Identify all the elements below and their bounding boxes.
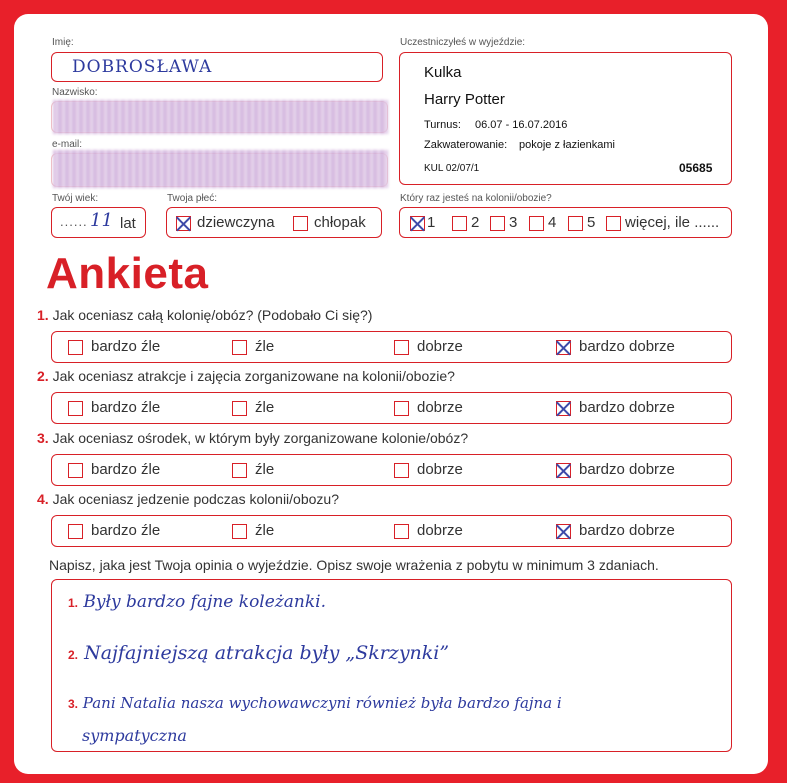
plec-chlopak-checkbox[interactable]: [293, 216, 308, 231]
question-3-option-1-checkbox[interactable]: [68, 463, 83, 478]
opinion-line-1-text: Były bardzo fajne koleżanki.: [83, 592, 326, 612]
opinion-box[interactable]: [51, 579, 732, 752]
question-4-number: 4.: [37, 491, 49, 507]
imie-field[interactable]: [51, 52, 383, 82]
question-1-option-1-checkbox[interactable]: [68, 340, 83, 355]
question-2-option-4[interactable]: [556, 399, 675, 416]
visit-5-checkbox[interactable]: [568, 216, 583, 231]
question-4-option-4[interactable]: [556, 522, 675, 539]
question-4-option-3-label: dobrze: [417, 522, 463, 539]
trip-label: Uczestniczyłeś w wyjeździe:: [400, 37, 526, 48]
question-2-option-4-label: bardzo dobrze: [579, 399, 675, 416]
nazwisko-label: Nazwisko:: [52, 87, 98, 98]
visits-label: Który raz jesteś na kolonii/obozie?: [400, 193, 552, 204]
trip-number: 05685: [679, 161, 713, 175]
question-4-answers: [51, 515, 732, 547]
turnus-value: 06.07 - 16.07.2016: [475, 119, 568, 131]
question-3-option-3[interactable]: [394, 461, 463, 478]
question-1: [37, 307, 372, 323]
question-1-option-4-label: bardzo dobrze: [579, 338, 675, 355]
opinion-line-3-text: Pani Natalia nasza wychowawczyni również była bardzo fajna i: [82, 694, 562, 712]
visit-2-checkbox[interactable]: [452, 216, 467, 231]
wiek-dots: ......: [60, 214, 88, 229]
visit-option-2[interactable]: [452, 214, 479, 231]
question-1-option-2-label: źle: [255, 338, 275, 355]
question-2-option-1-checkbox[interactable]: [68, 401, 83, 416]
plec-field: [166, 207, 382, 238]
trip-box: [399, 52, 732, 185]
question-3-option-4[interactable]: [556, 461, 675, 478]
turnus-label: Turnus:: [424, 119, 461, 131]
nazwisko-redaction: [53, 100, 388, 134]
visit-1-checkbox[interactable]: [410, 216, 425, 231]
question-4-option-3[interactable]: [394, 522, 463, 539]
zakwaterowanie-value: pokoje z łazienkami: [519, 139, 615, 151]
question-4-option-1[interactable]: [68, 522, 160, 539]
visit-option-5[interactable]: [568, 214, 595, 231]
question-4-option-3-checkbox[interactable]: [394, 524, 409, 539]
visit-more-label: więcej, ile ......: [625, 214, 720, 231]
opinion-line-2-num: 2.: [68, 648, 79, 662]
visit-option-1[interactable]: [410, 214, 435, 231]
opinion-line-1: [68, 592, 326, 612]
question-3: [37, 430, 468, 446]
question-4-option-2-label: źle: [255, 522, 275, 539]
question-2-option-1-label: bardzo źle: [91, 399, 161, 416]
visit-3-label: 3: [509, 214, 518, 231]
question-2: [37, 368, 455, 384]
zakwaterowanie-label: Zakwaterowanie:: [424, 139, 508, 151]
visit-option-more[interactable]: [606, 214, 719, 231]
question-3-option-4-checkbox[interactable]: [556, 463, 571, 478]
page-title: Ankieta: [46, 249, 209, 298]
question-2-option-3-checkbox[interactable]: [394, 401, 409, 416]
visit-5-label: 5: [587, 214, 596, 231]
question-2-option-2-checkbox[interactable]: [232, 401, 247, 416]
question-3-option-2[interactable]: [232, 461, 274, 478]
question-4-option-1-label: bardzo źle: [91, 522, 161, 539]
visit-option-4[interactable]: [529, 214, 556, 231]
wiek-unit: lat: [120, 215, 136, 232]
question-2-number: 2.: [37, 368, 49, 384]
plec-label: Twoja płeć:: [167, 193, 218, 204]
question-2-option-4-checkbox[interactable]: [556, 401, 571, 416]
plec-dziewczyna-checkbox[interactable]: [176, 216, 191, 231]
question-3-text: Jak oceniasz ośrodek, w którym były zorganizowane kolonie/obóz?: [52, 430, 469, 446]
question-1-option-4[interactable]: [556, 338, 675, 355]
question-2-option-3[interactable]: [394, 399, 463, 416]
question-1-option-3-label: dobrze: [417, 338, 463, 355]
question-3-option-3-checkbox[interactable]: [394, 463, 409, 478]
question-2-option-3-label: dobrze: [417, 399, 463, 416]
plec-dziewczyna[interactable]: [176, 214, 275, 231]
wiek-field[interactable]: [51, 207, 146, 238]
visit-4-checkbox[interactable]: [529, 216, 544, 231]
question-4-option-4-checkbox[interactable]: [556, 524, 571, 539]
question-1-answers: [51, 331, 732, 363]
email-redaction: [53, 150, 388, 188]
visit-option-3[interactable]: [490, 214, 517, 231]
opinion-line-2: [68, 642, 449, 664]
question-3-answers: [51, 454, 732, 486]
trip-line2: Harry Potter: [424, 91, 505, 108]
email-label: e-mail:: [52, 139, 83, 150]
trip-code: KUL 02/07/1: [424, 163, 480, 174]
question-3-option-4-label: bardzo dobrze: [579, 461, 675, 478]
plec-chlopak[interactable]: [293, 214, 366, 231]
question-1-option-3-checkbox[interactable]: [394, 340, 409, 355]
question-2-option-2[interactable]: [232, 399, 274, 416]
question-2-text: Jak oceniasz atrakcje i zajęcia zorganizowane na kolonii/obozie?: [52, 368, 455, 384]
imie-label: Imię:: [52, 37, 74, 48]
question-3-option-2-label: źle: [255, 461, 275, 478]
opinion-prompt: Napisz, jaka jest Twoja opinia o wyjeździe. Opisz swoje wrażenia z pobytu w minimum 3 zdaniach.: [49, 557, 659, 573]
question-3-option-1[interactable]: [68, 461, 160, 478]
plec-dziewczyna-label: dziewczyna: [197, 214, 275, 231]
opinion-line-3-num: 3.: [68, 697, 79, 711]
wiek-value: 11: [90, 210, 113, 231]
question-1-option-3[interactable]: [394, 338, 463, 355]
question-2-option-2-label: źle: [255, 399, 275, 416]
question-1-option-2[interactable]: [232, 338, 274, 355]
question-4-option-1-checkbox[interactable]: [68, 524, 83, 539]
question-4-option-2-checkbox[interactable]: [232, 524, 247, 539]
question-4-option-4-label: bardzo dobrze: [579, 522, 675, 539]
question-1-text: Jak oceniasz całą kolonię/obóz? (Podobało Ci się?): [52, 307, 373, 323]
question-2-option-1[interactable]: [68, 399, 160, 416]
visit-1-label: 1: [427, 214, 436, 231]
visit-4-label: 4: [548, 214, 557, 231]
opinion-line-2-text: Najfajniejszą atrakcja były „Skrzynki”: [84, 642, 450, 664]
visits-field: [399, 207, 732, 238]
plec-chlopak-label: chłopak: [314, 214, 366, 231]
question-4-text: Jak oceniasz jedzenie podczas kolonii/obozu?: [52, 491, 339, 507]
wiek-label: Twój wiek:: [52, 193, 99, 204]
question-1-option-2-checkbox[interactable]: [232, 340, 247, 355]
opinion-line-4-text: sympatyczna: [82, 726, 187, 745]
question-1-option-4-checkbox[interactable]: [556, 340, 571, 355]
question-3-option-2-checkbox[interactable]: [232, 463, 247, 478]
question-1-option-1[interactable]: [68, 338, 160, 355]
question-3-number: 3.: [37, 430, 49, 446]
imie-value: DOBROSŁAWA: [72, 57, 213, 77]
question-2-answers: [51, 392, 732, 424]
question-1-number: 1.: [37, 307, 49, 323]
opinion-line-3: [68, 694, 562, 712]
opinion-line-1-num: 1.: [68, 596, 79, 610]
visit-2-label: 2: [471, 214, 480, 231]
question-1-option-1-label: bardzo źle: [91, 338, 161, 355]
visit-more-checkbox[interactable]: [606, 216, 621, 231]
question-3-option-1-label: bardzo źle: [91, 461, 161, 478]
question-4-option-2[interactable]: [232, 522, 274, 539]
trip-line1: Kulka: [424, 64, 462, 81]
visit-3-checkbox[interactable]: [490, 216, 505, 231]
question-4: [37, 491, 339, 507]
question-3-option-3-label: dobrze: [417, 461, 463, 478]
opinion-line-4: [82, 726, 187, 745]
